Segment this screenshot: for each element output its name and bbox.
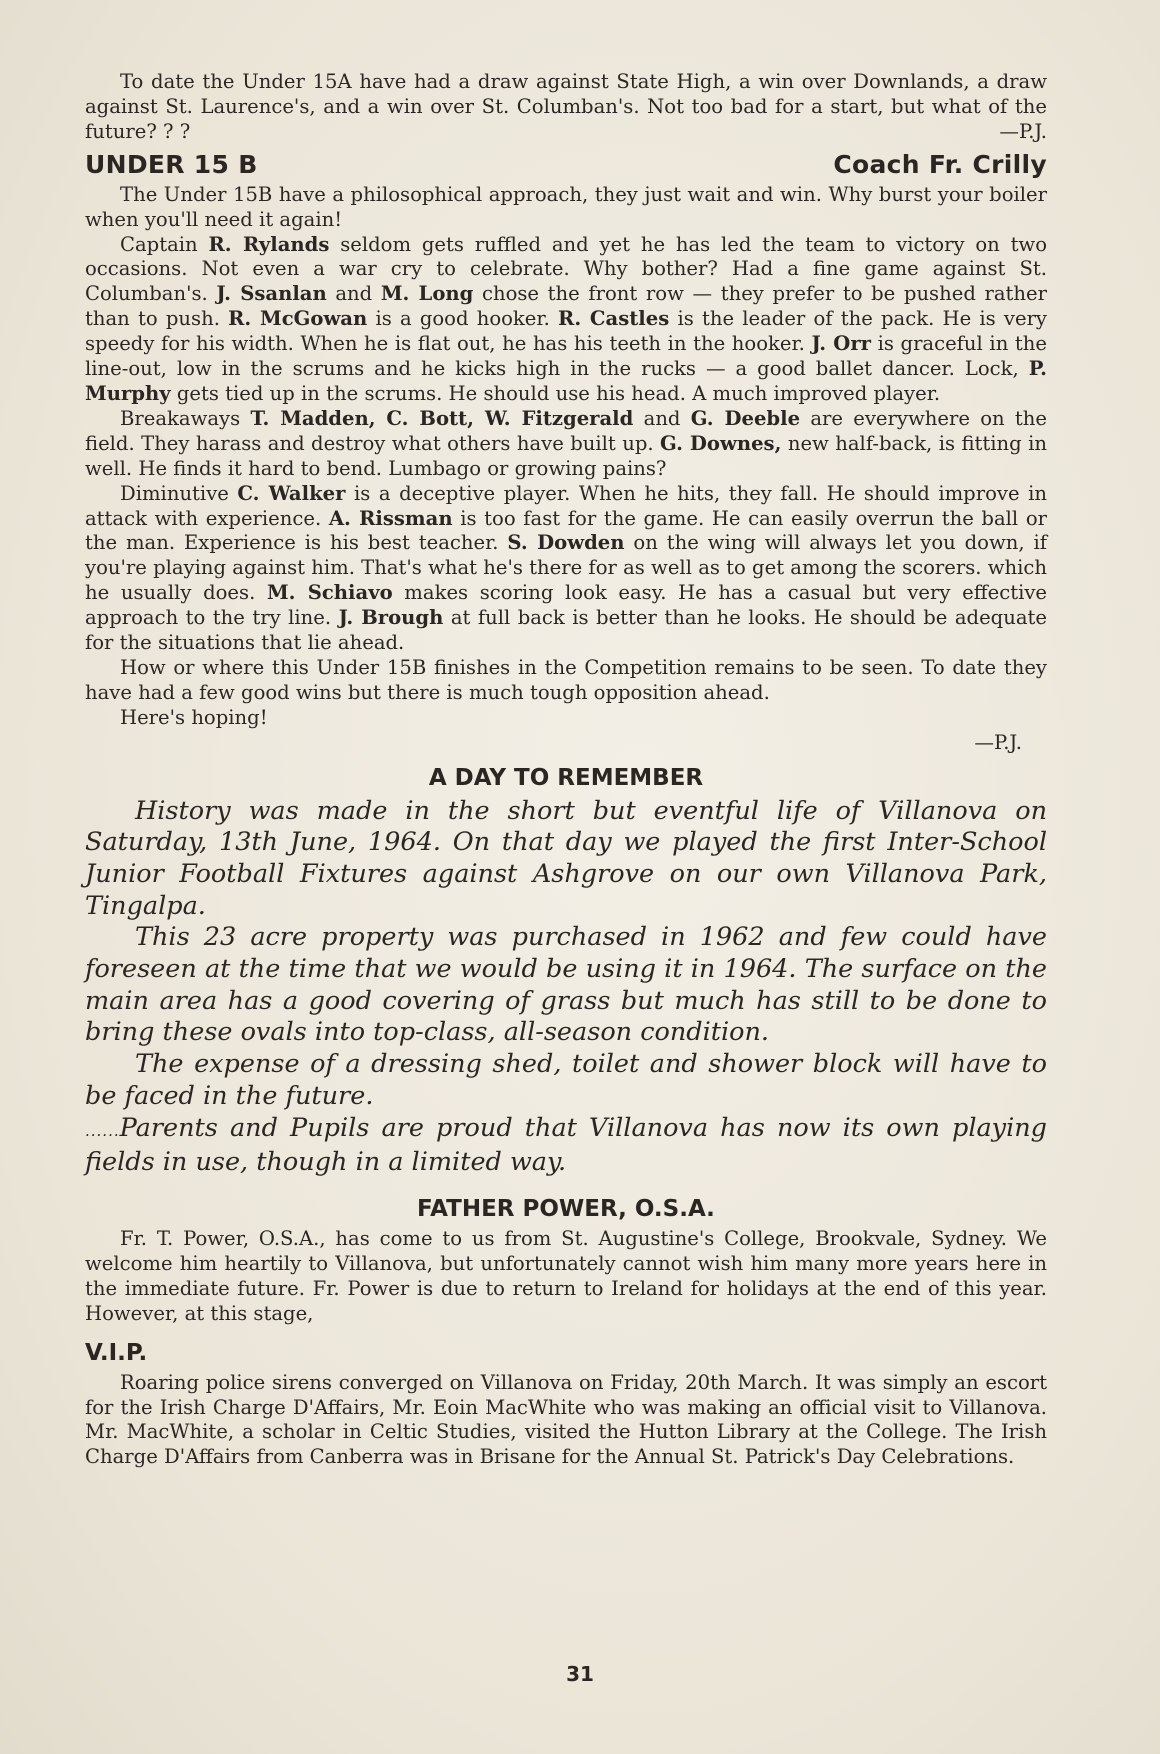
player-name: P. Murphy <box>85 357 1047 405</box>
player-name: A. Rissman <box>328 506 453 530</box>
day-paragraph-3: The expense of a dressing shed, toilet and shower block will have to be faced in the future. <box>85 1049 1047 1111</box>
article-column <box>85 70 1047 1470</box>
text-run: gets tied up in the scrums. He should use his head. A much improved player. <box>170 381 941 405</box>
player-name: G. Deeble <box>690 406 801 430</box>
text-run: Captain <box>120 232 209 256</box>
day-to-remember-heading: A DAY TO REMEMBER <box>428 764 704 791</box>
text-run: at full back is better than he looks. He should be adequate for the situations that lie ahead. <box>85 606 1047 655</box>
text-run: is the leader of the pack. He is very speedy for his width. When he is flat out, he has his teeth in the hooker. <box>85 307 1048 356</box>
text-run: is graceful in the line-out, low in the scrums and he kicks high in the rucks — a good ballet dancer. Lock, <box>85 332 1048 381</box>
under15a-signature: —P.J. <box>999 119 1047 143</box>
under15b-paragraph-2 <box>85 233 1047 407</box>
under15b-paragraph-1: The Under 15B have a philosophical approach, they just wait and win. Why burst your boiler when you'll need it again! <box>85 182 1047 231</box>
player-name: S. Dowden <box>507 531 625 555</box>
text-run: is a deceptive player. When he hits, they fall. He should improve in attack with experience. <box>85 481 1047 530</box>
under15b-paragraph-6: Here's hoping! <box>120 705 268 729</box>
player-name: R. McGowan <box>228 307 368 331</box>
text-run: Breakaways <box>120 406 251 430</box>
under15b-paragraph-3 <box>85 407 1047 482</box>
day-paragraph-4-lead: ...... <box>85 1121 120 1140</box>
player-name: J. Brough <box>338 606 444 630</box>
player-name: R. Rylands <box>208 232 330 256</box>
under15a-text: To date the Under 15A have had a draw against State High, a win over Downlands, a draw against St. Laurence's, and a win over St. Columban's. Not too bad for a start, but what of the future? ? ? <box>85 70 1047 143</box>
player-name: M. Schiavo <box>266 581 393 605</box>
player-name: C. Walker <box>237 481 346 505</box>
under15b-paragraph-5: How or where this Under 15B finishes in the Competition remains to be seen. To date they have had a few good wins but there is much tough opposition ahead. <box>85 655 1047 704</box>
text-run: seldom gets ruffled and yet he has led the team to victory on two occasions. Not even a war cry to celebrate. Why bother? Had a fine game against St. Columban's. <box>85 232 1048 306</box>
player-name: G. Downes, <box>660 431 782 455</box>
under15b-coach: Coach Fr. Crilly <box>833 149 1047 179</box>
player-name: R. Castles <box>558 307 670 331</box>
text-run: new half-back, is fitting in well. He finds it hard to bend. Lumbago or growing pains? <box>85 431 1048 480</box>
player-name: T. Madden, C. Bott, W. Fitzgerald <box>250 406 634 430</box>
day-paragraph-4-text: Parents and Pupils are proud that Villanova has now its own playing fields in use, though in a limited way. <box>85 1112 1047 1178</box>
player-name: M. Long <box>380 282 474 306</box>
father-power-paragraph: Fr. T. Power, O.S.A., has come to us from St. Augustine's College, Brookvale, Sydney. We welcome him heartily to Villanova, but unfortunately cannot wish him many more years here in the immediate future. Fr. Power is due to return to Ireland for holidays at the end of this year. However, at this stage, <box>85 1227 1047 1325</box>
under15b-paragraph-4 <box>85 482 1047 656</box>
page-number: 31 <box>566 1662 594 1686</box>
vip-heading: V.I.P. <box>85 1339 148 1366</box>
text-run: Diminutive <box>120 481 238 505</box>
text-run: and <box>633 406 691 430</box>
under15b-heading: UNDER 15 B <box>85 149 258 179</box>
day-paragraph-1: History was made in the short but eventful life of Villanova on Saturday, 13th June, 1964. On that day we played the first Inter-School Junior Football Fixtures against Ashgrove on our own Villanova Park, Tingalpa. <box>85 795 1047 921</box>
text-run: are everywhere on the field. They harass and destroy what others have built up. <box>85 406 1047 455</box>
text-run: makes scoring look easy. He has a casual but very effective approach to the try line. <box>85 581 1047 630</box>
father-power-heading: FATHER POWER, O.S.A. <box>417 1196 715 1222</box>
player-name: J. Orr <box>811 332 871 356</box>
text-run: on the wing will always let you down, if you're playing against him. That's what he's there for as well as to get among the scorers. which he usually does. <box>85 531 1047 605</box>
text-run: is a good hooker. <box>367 307 559 331</box>
player-name: J. Ssanlan <box>216 282 327 306</box>
day-paragraph-4 <box>85 1113 1047 1179</box>
under15a-paragraph <box>85 70 1047 145</box>
text-run: chose the front row — they prefer to be pushed rather than to push. <box>85 282 1048 331</box>
text-run: and <box>326 282 381 306</box>
text-run: is too fast for the game. He can easily overrun the ball or the man. Experience is his best teacher. <box>85 506 1047 555</box>
day-paragraph-2: This 23 acre property was purchased in 1962 and few could have foreseen at the time that we would be using it in 1964. The surface on the main area has a good covering of grass but much has still to be done to bring these ovals into top-class, all-season condition. <box>85 922 1047 1048</box>
under15b-heading-row <box>85 149 1047 181</box>
vip-paragraph: Roaring police sirens converged on Villanova on Friday, 20th March. It was simply an escort for the Irish Charge D'Affairs, Mr. Eoin MacWhite who was making an official visit to Villanova. Mr. MacWhite, a scholar in Celtic Studies, visited the Hutton Library at the College. The Irish Charge D'Affairs from Canberra was in Brisane for the Annual St. Patrick's Day Celebrations. <box>85 1370 1047 1469</box>
under15b-signature: —P.J. <box>974 730 1022 754</box>
